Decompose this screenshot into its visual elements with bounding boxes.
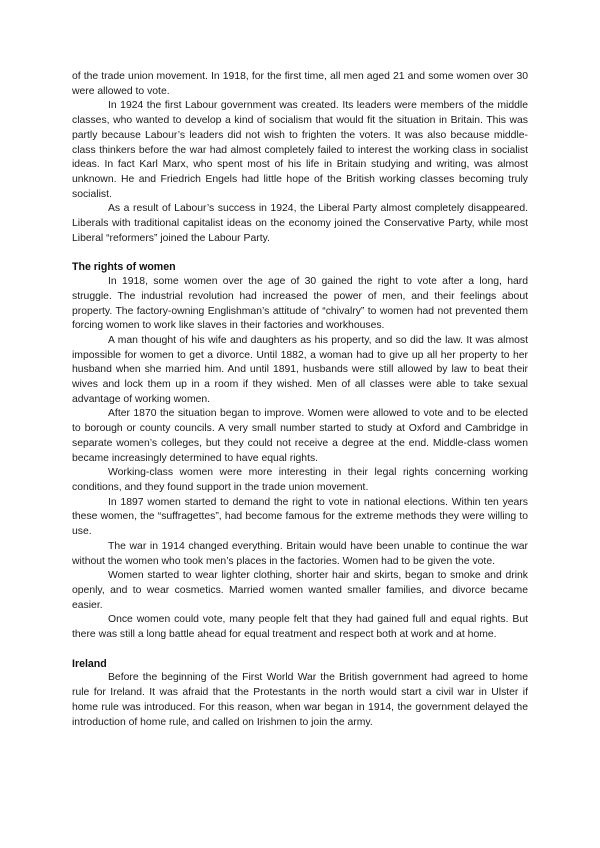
section-heading-women: The rights of women bbox=[72, 261, 176, 274]
women-paragraph: The war in 1914 changed everything. Britain would have been unable to continue the war without the women who took men’s places in the factories. Women had to be given the vote. bbox=[72, 540, 528, 567]
intro-paragraph: In 1924 the first Labour government was created. Its leaders were members of the middle classes, who wanted to develop a kind of socialism that would fit the situation in Britain. This was partly because Labour’s leaders did not wish to frighten the voters. It was also because middle-class thinkers before the war had almost completely failed to interest the working class in socialist ideas. In fact Karl Marx, who spent most of his life in Britain studying and writing, was almost unknown. He and Friedrich Engels had little hope of the British working classes becoming truly socialist. bbox=[72, 100, 528, 200]
women-paragraph: After 1870 the situation began to improve. Women were allowed to vote and to be elected to borough or county councils. A very small number started to study at Oxford and Cambridge in separate women’s colleges, but they could not receive a degree at the end. Middle-class women became increasingly determined to have equal rights. bbox=[72, 408, 528, 464]
intro-paragraph: As a result of Labour’s success in 1924, the Liberal Party almost completely disappeared. Liberals with traditional capitalist ideas on the economy joined the Conservative Party, while most Liberal “reformers” joined the Labour Party. bbox=[72, 203, 528, 244]
document-page bbox=[72, 70, 528, 730]
women-paragraph: Once women could vote, many people felt that they had gained full and equal rights. But there was still a long battle ahead for equal treatment and respect both at work and at home. bbox=[72, 614, 528, 641]
women-paragraph: Working-class women were more interesting in their legal rights concerning working conditions, and they found support in the trade union movement. bbox=[72, 467, 528, 493]
women-paragraph: A man thought of his wife and daughters as his property, and so did the law. It was almost impossible for women to get a divorce. Until 1882, a woman had to give up all her property to her husband when she married him. And until 1891, husbands were still allowed by law to beat their wives and lock them up in a room if they wished. Men of all classes were able to take sexual advantage of working women. bbox=[72, 334, 528, 405]
women-paragraph: In 1918, some women over the age of 30 gained the right to vote after a long, hard struggle. The industrial revolution had increased the power of men, and their feelings about property. The factory-owning Englishman’s attitude of “chivalry” to women had not prevented them forcing women to work like slaves in their factories and workhouses. bbox=[72, 276, 528, 332]
section-heading-ireland: Ireland bbox=[72, 657, 107, 670]
intro-paragraph: of the trade union movement. In 1918, for the first time, all men aged 21 and some women over 30 were allowed to vote. bbox=[72, 71, 528, 97]
ireland-paragraph: Before the beginning of the First World War the British government had agreed to home rule for Ireland. It was afraid that the Protestants in the north would start a civil war in Ulster if home rule was introduced. For this reason, when war began in 1914, the government delayed the introduction of home rule, and called on Irishmen to join the army. bbox=[72, 672, 528, 728]
women-paragraph: Women started to wear lighter clothing, shorter hair and skirts, began to smoke and drink openly, and to wear cosmetics. Married women wanted smaller families, and divorce became easier. bbox=[72, 570, 528, 611]
women-paragraph: In 1897 women started to demand the right to vote in national elections. Within ten years these women, the “suffragettes”, had become famous for the extreme methods they were willing to use. bbox=[72, 496, 528, 538]
